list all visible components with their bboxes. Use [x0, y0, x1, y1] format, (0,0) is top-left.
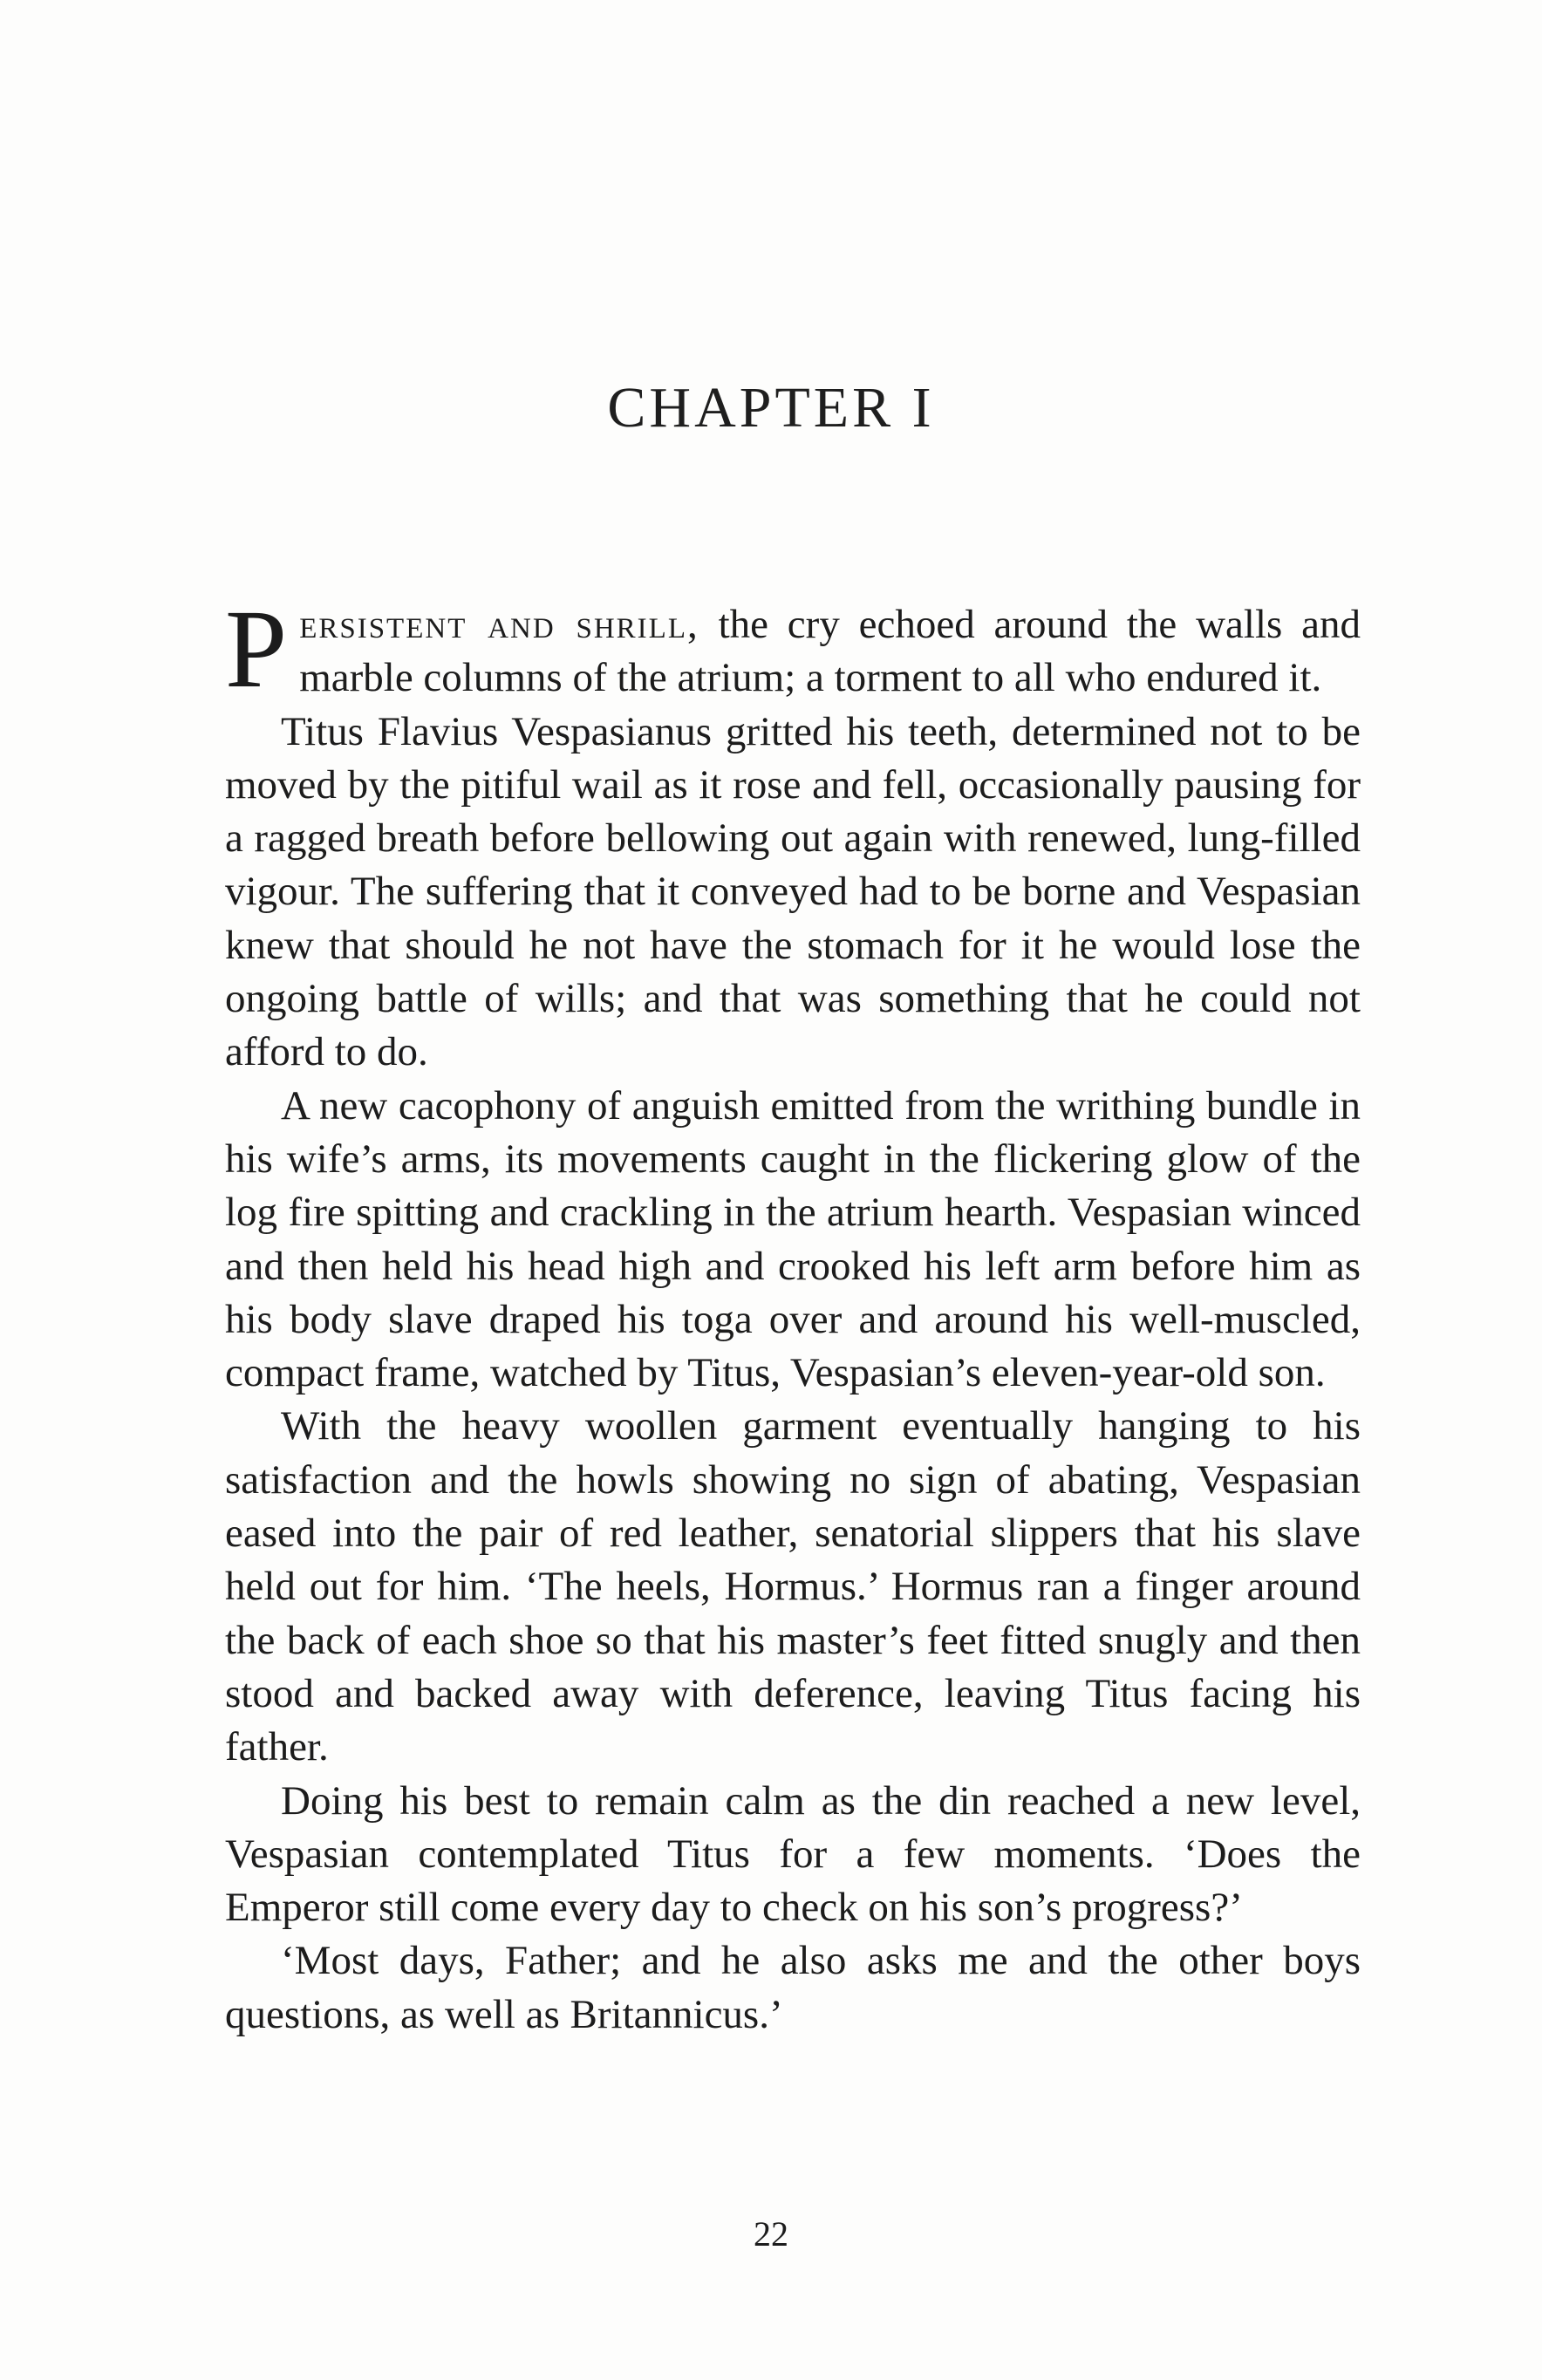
- paragraph: Doing his best to remain calm as the din reached a new level, Vespasian contemplated Titus for a few moments. ‘Does the Emperor still come every day to check on his son’s progress?’: [225, 1777, 1361, 1931]
- chapter-title: CHAPTER I: [607, 376, 935, 440]
- opening-text: the cry echoed around the walls and marble columns of the atrium; a torment to all who endured it.: [299, 602, 1361, 701]
- opening-small-caps: ersistent and shrill,: [299, 602, 699, 647]
- page-number: 22: [754, 2214, 788, 2254]
- paragraph: A new cacophony of anguish emitted from the writhing bundle in his wife’s arms, its movements caught in the flickering glow of the log fire spitting and crackling in the atrium hearth. Vespasian winced and then held his head high and crooked his left arm before him as his body slave draped his toga over and around his well-muscled, compact frame, watched by Titus, Vespasian’s eleven-year-old son.: [225, 1082, 1361, 1396]
- paragraph: ‘Most days, Father; and he also asks me and the other boys questions, as well as Britannicus.’: [225, 1938, 1361, 2037]
- chapter-body: [225, 587, 1361, 2042]
- opening-paragraph: [225, 587, 1361, 711]
- drop-cap: P: [225, 587, 288, 711]
- paragraph: Titus Flavius Vespasianus gritted his teeth, determined not to be moved by the pitiful wail as it rose and fell, occasionally pausing for a ragged breath before bellowing out again with renewed, lung-filled vigour. The suffering that it conveyed had to be borne and Vespasian knew that should he not have the stomach for it he would lose the ongoing battle of wills; and that was something that he could not afford to do.: [225, 708, 1361, 1075]
- paragraph: With the heavy woollen garment eventually hanging to his satisfaction and the howls showing no sign of abating, Vespasian eased into the pair of red leather, senatorial slippers that his slave held out for him. ‘The heels, Hormus.’ Hormus ran a finger around the back of each shoe so that his master’s feet fitted snugly and then stood and backed away with deference, leaving Titus facing his father.: [225, 1403, 1361, 1770]
